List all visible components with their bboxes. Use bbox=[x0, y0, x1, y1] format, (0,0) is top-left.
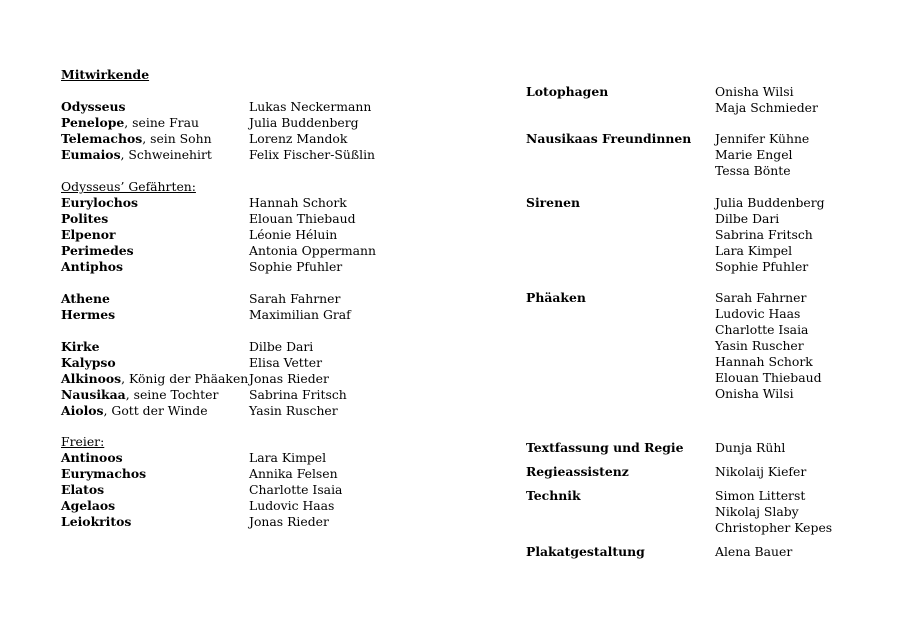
crew-name: Nikolaij Kiefer bbox=[715, 464, 807, 479]
actor-name: Julia Buddenberg bbox=[715, 195, 825, 210]
actor-name: Sophie Pfuhler bbox=[715, 259, 809, 274]
crew-name: Simon Litterst bbox=[715, 488, 806, 503]
role-row: Polites bbox=[61, 211, 109, 226]
role-row: Eumaios, Schweinehirt bbox=[61, 147, 212, 162]
role-row: Odysseus bbox=[61, 99, 126, 114]
actor-name: Lara Kimpel bbox=[715, 243, 793, 258]
actor-name: Onisha Wilsi bbox=[715, 84, 794, 99]
actor-name: Sabrina Fritsch bbox=[715, 227, 813, 242]
role-row: Elatos bbox=[61, 482, 105, 497]
crew-role: Textfassung und Regie bbox=[526, 440, 684, 455]
actor-name: Tessa Bönte bbox=[715, 163, 791, 178]
actor-name: Onisha Wilsi bbox=[715, 386, 794, 401]
role-row: Kalypso bbox=[61, 355, 116, 370]
role-row: Eurymachos bbox=[61, 466, 147, 481]
role-row: Hermes bbox=[61, 307, 116, 322]
crew-name: Alena Bauer bbox=[715, 544, 793, 559]
role-row: Alkinoos, König der Phäaken bbox=[61, 371, 249, 386]
actor-name: Julia Buddenberg bbox=[249, 115, 359, 130]
group-role: Phäaken bbox=[526, 290, 586, 305]
role-row: Leiokritos bbox=[61, 514, 132, 529]
role-row: Perimedes bbox=[61, 243, 134, 258]
actor-name: Lara Kimpel bbox=[249, 450, 327, 465]
actor-name: Annika Felsen bbox=[249, 466, 338, 481]
actor-name: Yasin Ruscher bbox=[249, 403, 338, 418]
actor-name: Maximilian Graf bbox=[249, 307, 351, 322]
actor-name: Sophie Pfuhler bbox=[249, 259, 343, 274]
crew-name: Dunja Rühl bbox=[715, 440, 786, 455]
actor-name: Lukas Neckermann bbox=[249, 99, 372, 114]
actor-name: Elouan Thiebaud bbox=[249, 211, 356, 226]
actor-name: Jennifer Kühne bbox=[715, 131, 810, 146]
actor-name: Jonas Rieder bbox=[249, 514, 329, 529]
actor-name: Sarah Fahrner bbox=[715, 290, 807, 305]
actor-name: Hannah Schork bbox=[249, 195, 347, 210]
role-row: Aiolos, Gott der Winde bbox=[61, 403, 208, 418]
actor-name: Dilbe Dari bbox=[715, 211, 780, 226]
role-row: Antiphos bbox=[61, 259, 123, 274]
crew-role: Regieassistenz bbox=[526, 464, 629, 479]
crew-name: Christopher Kepes bbox=[715, 520, 833, 535]
actor-name: Ludovic Haas bbox=[249, 498, 335, 513]
actor-name: Elisa Vetter bbox=[249, 355, 323, 370]
actor-name: Antonia Oppermann bbox=[249, 243, 377, 258]
crew-role: Plakatgestaltung bbox=[526, 544, 645, 559]
crew-name: Nikolaj Slaby bbox=[715, 504, 799, 519]
actor-name: Charlotte Isaia bbox=[715, 322, 809, 337]
actor-name: Hannah Schork bbox=[715, 354, 813, 369]
role-row: Kirke bbox=[61, 339, 100, 354]
actor-name: Léonie Héluin bbox=[249, 227, 338, 242]
suitors-heading: Freier: bbox=[61, 434, 105, 449]
role-row: Nausikaa, seine Tochter bbox=[61, 387, 219, 402]
actor-name: Ludovic Haas bbox=[715, 306, 801, 321]
role-row: Telemachos, sein Sohn bbox=[61, 131, 212, 146]
role-row: Elpenor bbox=[61, 227, 116, 242]
group-role: Lotophagen bbox=[526, 84, 609, 99]
crew-role: Technik bbox=[526, 488, 581, 503]
role-row: Penelope, seine Frau bbox=[61, 115, 199, 130]
actor-name: Sarah Fahrner bbox=[249, 291, 341, 306]
actor-name: Yasin Ruscher bbox=[715, 338, 804, 353]
actor-name: Marie Engel bbox=[715, 147, 793, 162]
companions-heading: Odysseus’ Gefährten: bbox=[61, 179, 196, 194]
group-role: Sirenen bbox=[526, 195, 580, 210]
role-row: Agelaos bbox=[61, 498, 116, 513]
actor-name: Felix Fischer-Süßlin bbox=[249, 147, 376, 162]
actor-name: Jonas Rieder bbox=[249, 371, 329, 386]
role-row: Antinoos bbox=[61, 450, 123, 465]
actor-name: Sabrina Fritsch bbox=[249, 387, 347, 402]
actor-name: Lorenz Mandok bbox=[249, 131, 348, 146]
cast-title: Mitwirkende bbox=[61, 67, 150, 82]
role-row: Eurylochos bbox=[61, 195, 138, 210]
actor-name: Charlotte Isaia bbox=[249, 482, 343, 497]
actor-name: Elouan Thiebaud bbox=[715, 370, 822, 385]
group-role: Nausikaas Freundinnen bbox=[526, 131, 692, 146]
actor-name: Maja Schmieder bbox=[715, 100, 818, 115]
role-row: Athene bbox=[61, 291, 110, 306]
actor-name: Dilbe Dari bbox=[249, 339, 314, 354]
